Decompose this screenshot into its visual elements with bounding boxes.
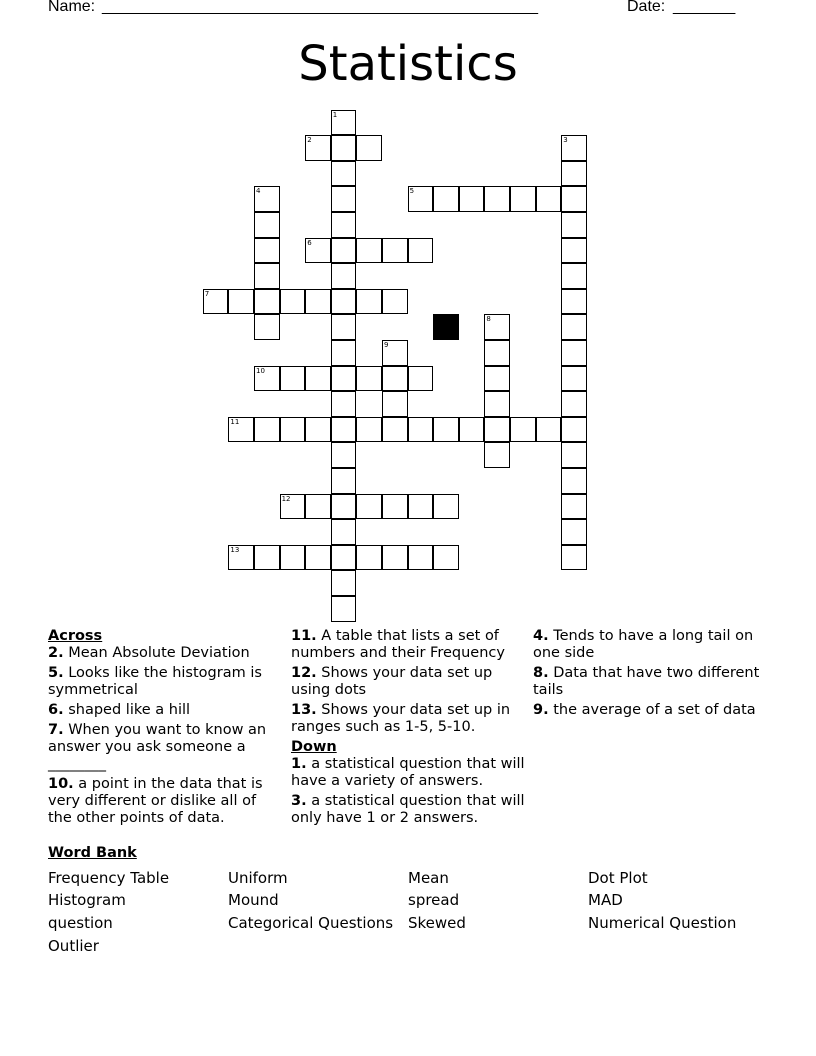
crossword-cell[interactable] [561, 468, 587, 494]
crossword-cell[interactable] [459, 186, 485, 212]
crossword-cell[interactable] [331, 545, 357, 571]
clue-text: a statistical question that will only have 1 or 2 answers. [291, 793, 525, 826]
down-heading: Down [291, 739, 337, 755]
word-bank-item: Dot Plot [588, 869, 648, 887]
crossword-cell[interactable] [382, 494, 408, 520]
crossword-cell[interactable] [331, 366, 357, 392]
clue-number: 5. [48, 665, 64, 681]
crossword-cell[interactable] [484, 366, 510, 392]
crossword-cell[interactable] [561, 340, 587, 366]
crossword-cell[interactable] [305, 494, 331, 520]
crossword-cell[interactable] [382, 289, 408, 315]
crossword-cell[interactable] [305, 135, 331, 161]
crossword-cell[interactable] [254, 289, 280, 315]
clue-number: 10. [48, 776, 74, 792]
crossword-cell[interactable] [382, 417, 408, 443]
crossword-cell[interactable] [382, 340, 408, 366]
crossword-cell[interactable] [484, 186, 510, 212]
crossword-cell[interactable] [561, 186, 587, 212]
clue-text: Shows your data set up using dots [291, 665, 493, 698]
clue-number-label: 10 [256, 366, 265, 375]
crossword-cell[interactable] [408, 494, 434, 520]
crossword-cell[interactable] [561, 391, 587, 417]
clues-column-1 [48, 628, 280, 830]
crossword-cell[interactable] [331, 468, 357, 494]
clue-number-label: 11 [230, 417, 240, 426]
clue-number: 8. [533, 665, 549, 681]
crossword-cell[interactable] [561, 135, 587, 161]
crossword-cell[interactable] [510, 186, 536, 212]
crossword-cell[interactable] [561, 545, 587, 571]
crossword-cell[interactable] [228, 417, 254, 443]
crossword-cell[interactable] [561, 212, 587, 238]
crossword-cell[interactable] [356, 494, 382, 520]
clue-text: the average of a set of data [553, 702, 756, 718]
crossword-cell[interactable] [280, 545, 306, 571]
word-bank-item: Outlier [48, 937, 99, 955]
crossword-cell[interactable] [561, 494, 587, 520]
clue-number: 9. [533, 702, 549, 718]
clue-number-label: 6 [307, 238, 312, 247]
word-bank-item: Numerical Question [588, 914, 737, 932]
crossword-cell[interactable] [254, 366, 280, 392]
clue-text: Looks like the histogram is symmetrical [48, 665, 262, 698]
clue-number: 12. [291, 665, 317, 681]
crossword-cell[interactable] [408, 366, 434, 392]
crossword-cell[interactable] [254, 263, 280, 289]
crossword-cell[interactable] [356, 238, 382, 264]
clue-number-label: 3 [563, 136, 568, 145]
clue-number: 11. [291, 628, 317, 644]
crossword-cell[interactable] [280, 417, 306, 443]
crossword-cell[interactable] [484, 340, 510, 366]
crossword-cell[interactable] [331, 519, 357, 545]
clue-across-12 [291, 665, 526, 699]
crossword-cell[interactable] [561, 263, 587, 289]
clue-number: 4. [533, 628, 549, 644]
crossword-cell[interactable] [331, 442, 357, 468]
word-bank-item: Histogram [48, 891, 126, 909]
crossword-cell[interactable] [254, 238, 280, 264]
clue-number-label: 5 [409, 187, 415, 196]
word-bank-item: Categorical Questions [228, 914, 394, 932]
clue-number-label: 12 [281, 494, 291, 503]
clue-down-4 [533, 628, 763, 662]
word-bank-item: Frequency Table [48, 869, 170, 887]
clue-across-2 [48, 645, 280, 662]
crossword-cell[interactable] [331, 110, 357, 136]
clue-number: 3. [291, 793, 307, 809]
crossword-cell[interactable] [561, 161, 587, 187]
crossword-cell[interactable] [536, 417, 562, 443]
crossword-cell[interactable] [254, 545, 280, 571]
clue-text: a point in the data that is very different or dislike all of the other points of data. [48, 776, 263, 826]
crossword-cell[interactable] [331, 314, 357, 340]
clue-down-1 [291, 756, 526, 790]
crossword-cell[interactable] [356, 289, 382, 315]
crossword-cell[interactable] [280, 494, 306, 520]
crossword-cell[interactable] [356, 135, 382, 161]
clue-text: When you want to know an answer you ask someone a ________ [48, 722, 267, 772]
crossword-cell[interactable] [228, 545, 254, 571]
clue-number: 1. [291, 756, 307, 772]
crossword-cell[interactable] [305, 289, 331, 315]
crossword-cell[interactable] [331, 494, 357, 520]
crossword-cell[interactable] [331, 289, 357, 315]
clue-text: Mean Absolute Deviation [68, 645, 250, 661]
crossword-cell[interactable] [331, 161, 357, 187]
crossword-cell[interactable] [408, 238, 434, 264]
crossword-cell[interactable] [536, 186, 562, 212]
date-label: Date: [627, 0, 666, 15]
crossword-cell[interactable] [254, 186, 280, 212]
clue-across-10 [48, 776, 280, 827]
crossword-cell[interactable] [331, 570, 357, 596]
clue-number: 2. [48, 645, 64, 661]
word-bank-item: Uniform [228, 869, 288, 887]
word-bank-item: Mound [228, 891, 279, 909]
crossword-cell[interactable] [510, 417, 536, 443]
clue-number-label: 2 [307, 136, 312, 145]
clue-number: 13. [291, 702, 317, 718]
crossword-cell[interactable] [561, 442, 587, 468]
crossword-cell[interactable] [331, 340, 357, 366]
clues-column-3 [533, 628, 763, 722]
crossword-cell[interactable] [561, 519, 587, 545]
clue-text: Data that have two different tails [533, 665, 760, 698]
word-bank-title: Word Bank [48, 845, 137, 861]
clue-across-5 [48, 665, 280, 699]
clue-number-label: 1 [332, 110, 338, 119]
crossword-cell[interactable] [459, 417, 485, 443]
crossword-cell[interactable] [280, 366, 306, 392]
crossword-cell[interactable] [433, 417, 459, 443]
clue-text: Shows your data set up in ranges such as 1-5, 5-10. [291, 702, 511, 735]
crossword-cell[interactable] [408, 545, 434, 571]
clue-across-7 [48, 722, 280, 773]
crossword-cell[interactable] [356, 366, 382, 392]
crossword-cell[interactable] [561, 417, 587, 443]
crossword-cell[interactable] [433, 545, 459, 571]
word-bank-item: MAD [588, 891, 623, 909]
crossword-cell[interactable] [331, 238, 357, 264]
crossword-cell[interactable] [382, 391, 408, 417]
crossword-black-cell [433, 314, 459, 340]
clues-column-2 [291, 628, 526, 830]
page-title: Statistics [298, 36, 518, 92]
clue-across-11 [291, 628, 526, 662]
clue-number: 7. [48, 722, 64, 738]
crossword-cell[interactable] [484, 314, 510, 340]
crossword-cell[interactable] [484, 417, 510, 443]
crossword-cell[interactable] [382, 238, 408, 264]
crossword-cell[interactable] [331, 596, 357, 622]
clue-text: A table that lists a set of numbers and their Frequency [291, 628, 505, 661]
clue-across-13 [291, 702, 526, 736]
crossword-cell[interactable] [254, 314, 280, 340]
crossword-cell[interactable] [331, 391, 357, 417]
crossword-cell[interactable] [331, 212, 357, 238]
clue-number: 6. [48, 702, 64, 718]
clue-text: a statistical question that will have a variety of answers. [291, 756, 525, 789]
clue-across-6 [48, 702, 280, 719]
word-bank-item: spread [408, 891, 460, 909]
crossword-cell[interactable] [433, 186, 459, 212]
crossword-cell[interactable] [305, 366, 331, 392]
crossword-cell[interactable] [228, 289, 254, 315]
clue-number-label: 4 [256, 187, 261, 196]
date-field-line[interactable]: _______ [673, 0, 736, 15]
crossword-cell[interactable] [408, 186, 434, 212]
crossword-cell[interactable] [331, 186, 357, 212]
crossword-cell[interactable] [433, 494, 459, 520]
clue-down-3 [291, 793, 526, 827]
crossword-cell[interactable] [254, 417, 280, 443]
name-field-line[interactable]: _________________________________________________ [102, 0, 539, 15]
clue-down-8 [533, 665, 763, 699]
crossword-cell[interactable] [561, 366, 587, 392]
crossword-cell[interactable] [484, 391, 510, 417]
crossword-cell[interactable] [331, 263, 357, 289]
crossword-cell[interactable] [408, 417, 434, 443]
clue-number-label: 13 [230, 545, 240, 554]
crossword-cell[interactable] [305, 545, 331, 571]
crossword-cell[interactable] [382, 545, 408, 571]
crossword-cell[interactable] [356, 545, 382, 571]
crossword-cell[interactable] [305, 417, 331, 443]
name-label: Name: [48, 0, 96, 15]
crossword-cell[interactable] [331, 135, 357, 161]
crossword-cell[interactable] [561, 314, 587, 340]
word-bank-item: Skewed [408, 914, 466, 932]
word-bank-item: Mean [408, 869, 449, 887]
clue-down-9 [533, 702, 763, 719]
clue-number-label: 7 [204, 289, 210, 298]
word-bank-item: question [48, 914, 113, 932]
crossword-cell[interactable] [484, 442, 510, 468]
clue-text: Tends to have a long tail on one side [533, 628, 754, 661]
crossword-cell[interactable] [331, 417, 357, 443]
across-heading: Across [48, 628, 103, 644]
crossword-cell[interactable] [203, 289, 229, 315]
crossword-cell[interactable] [561, 238, 587, 264]
crossword-cell[interactable] [254, 212, 280, 238]
clue-text: shaped like a hill [68, 702, 191, 718]
crossword-cell[interactable] [280, 289, 306, 315]
crossword-cell[interactable] [382, 366, 408, 392]
crossword-cell[interactable] [356, 417, 382, 443]
crossword-cell[interactable] [561, 289, 587, 315]
clue-number-label: 8 [486, 315, 491, 324]
crossword-cell[interactable] [305, 238, 331, 264]
clue-number-label: 9 [384, 341, 389, 349]
